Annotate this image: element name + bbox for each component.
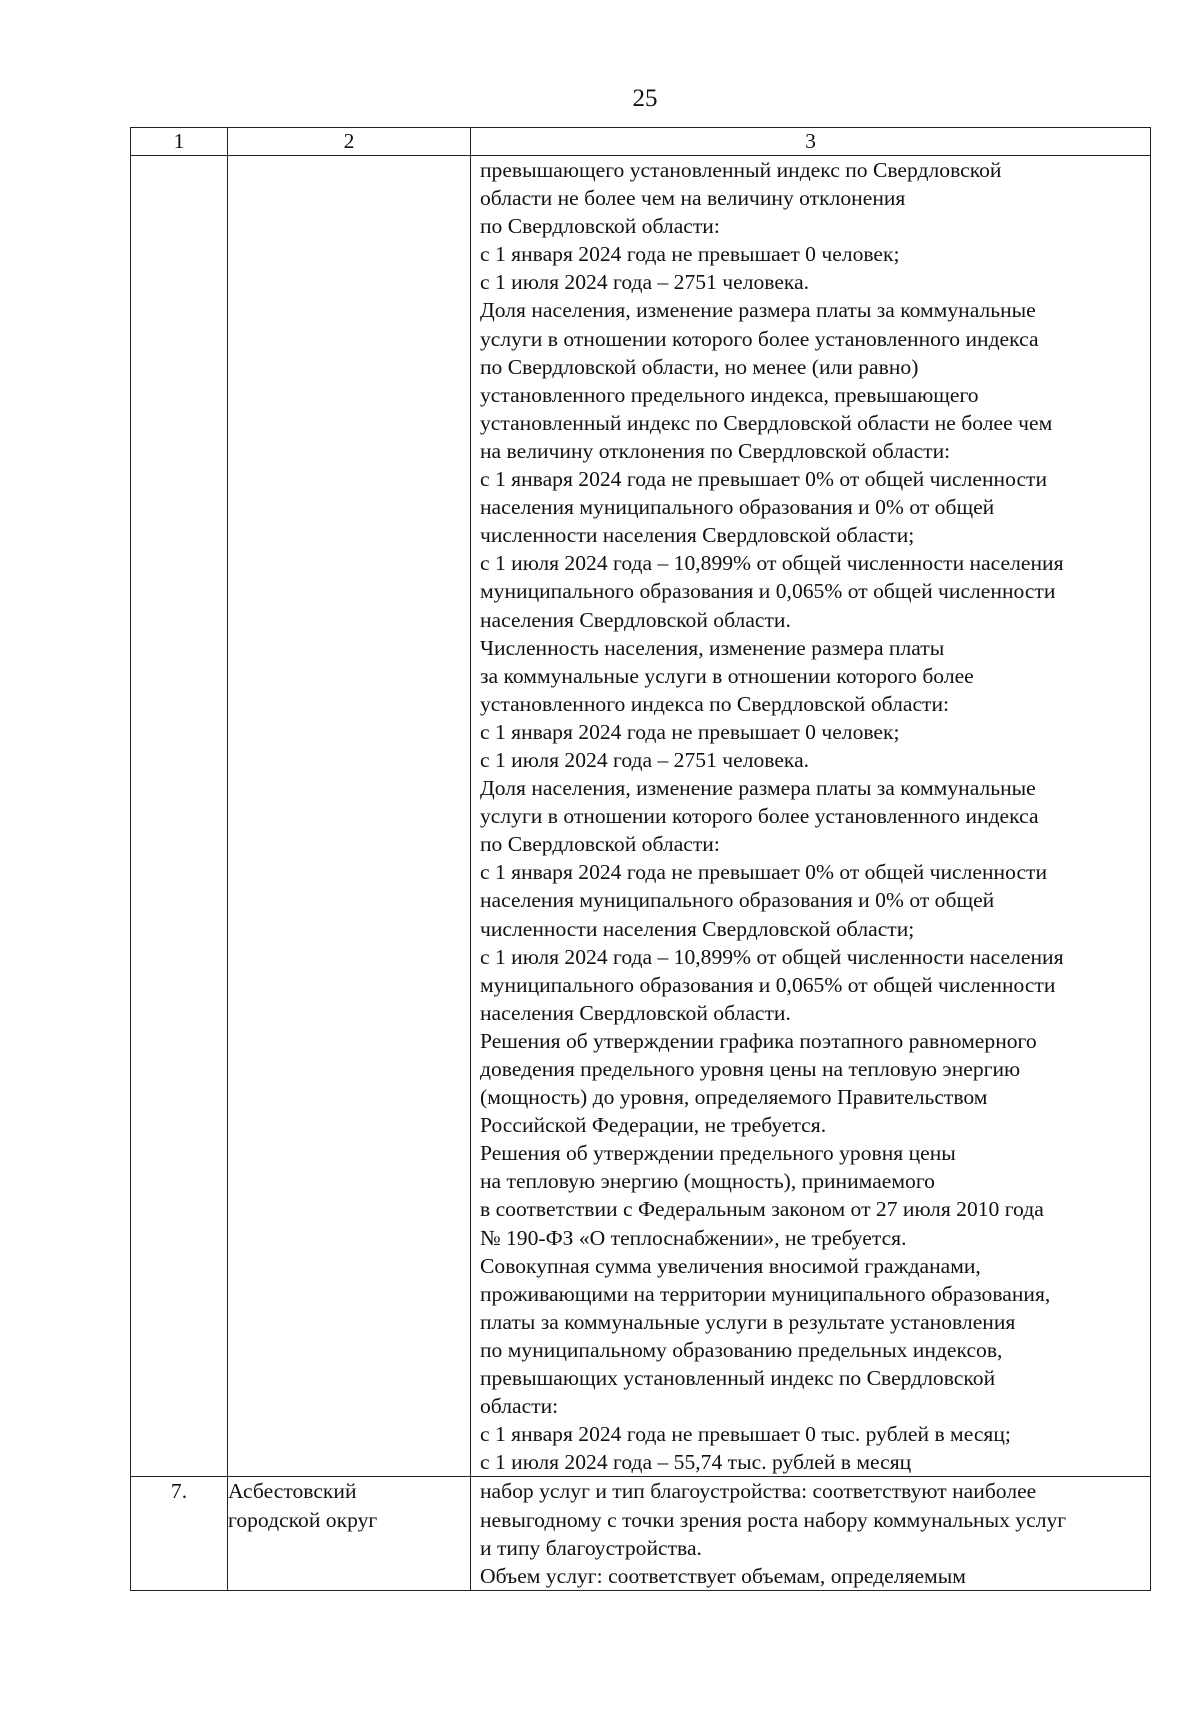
description-text <box>471 1477 1150 1589</box>
text-line: установленный индекс по Свердловской области не более чем <box>480 410 1053 435</box>
text-line: набор услуг и тип благоустройства: соответствуют наиболее <box>480 1479 1037 1504</box>
text-line: муниципального образования и 0,065% от общей численности <box>480 972 1056 997</box>
description-cell <box>471 1477 1151 1590</box>
column-header-2: 2 <box>228 128 471 156</box>
data-table <box>130 127 1151 1591</box>
text-line: № 190-ФЗ «О теплоснабжении», не требуется. <box>480 1225 907 1250</box>
text-line: (мощность) до уровня, определяемого Правительством <box>480 1085 988 1110</box>
text-line: Доля населения, изменение размера платы за коммунальные <box>480 776 1036 801</box>
text-line: услуги в отношении которого более установленного индекса <box>480 804 1039 829</box>
text-line: населения Свердловской области. <box>480 1000 791 1025</box>
text-line: по Свердловской области: <box>480 214 720 239</box>
text-line: населения Свердловской области. <box>480 607 791 632</box>
text-line: с 1 июля 2024 года – 2751 человека. <box>480 747 810 772</box>
text-line: населения муниципального образования и 0% от общей <box>480 495 995 520</box>
text-line: области: <box>480 1394 559 1419</box>
text-line: по Свердловской области, но менее (или равно) <box>480 354 919 379</box>
text-line: с 1 января 2024 года не превышает 0 человек; <box>480 242 900 267</box>
text-line: на величину отклонения по Свердловской области: <box>480 438 951 463</box>
description-text <box>471 156 1150 1476</box>
description-cell <box>471 156 1151 1477</box>
text-line: невыгодному с точки зрения роста набору коммунальных услуг <box>480 1507 1067 1532</box>
text-line: Решения об утверждении предельного уровня цены <box>480 1141 956 1166</box>
text-line: доведения предельного уровня цены на тепловую энергию <box>480 1057 1021 1081</box>
municipality-cell <box>228 156 471 1477</box>
text-line: Решения об утверждении графика поэтапного равномерного <box>480 1028 1037 1053</box>
text-line: муниципального образования и 0,065% от общей численности <box>480 579 1056 604</box>
municipality-line: Асбестовский <box>228 1479 357 1504</box>
text-line: с 1 января 2024 года не превышает 0% от общей численности <box>480 860 1048 885</box>
column-header-3: 3 <box>471 128 1151 156</box>
text-line: на тепловую энергию (мощность), принимаемого <box>480 1169 935 1194</box>
municipality-cell <box>228 1477 471 1590</box>
text-line: с 1 января 2024 года не превышает 0 человек; <box>480 719 900 744</box>
table-row <box>131 1477 1151 1590</box>
row-number-cell <box>131 156 228 1477</box>
text-line: с 1 июля 2024 года – 10,899% от общей численности населения <box>480 944 1064 969</box>
text-line: численности населения Свердловской области; <box>480 916 915 941</box>
row-number-cell: 7. <box>131 1477 228 1590</box>
table-row <box>131 156 1151 1477</box>
column-header-1: 1 <box>131 128 228 156</box>
text-line: по Свердловской области: <box>480 832 720 857</box>
text-line: области не более чем на величину отклонения <box>480 186 906 211</box>
text-line: превышающих установленный индекс по Свердловской <box>480 1366 996 1391</box>
text-line: Российской Федерации, не требуется. <box>480 1113 827 1138</box>
text-line: установленного индекса по Свердловской области: <box>480 691 950 716</box>
text-line: с 1 июля 2024 года – 55,74 тыс. рублей в месяц <box>480 1450 912 1475</box>
text-line: установленного предельного индекса, превышающего <box>480 382 979 407</box>
text-line: проживающими на территории муниципального образования, <box>480 1281 1051 1306</box>
text-line: с 1 июля 2024 года – 2751 человека. <box>480 270 810 295</box>
text-line: услуги в отношении которого более установленного индекса <box>480 326 1039 351</box>
text-line: с 1 июля 2024 года – 10,899% от общей численности населения <box>480 551 1064 576</box>
text-line: превышающего установленный индекс по Свердловской <box>480 158 1002 182</box>
text-line: Численность населения, изменение размера платы <box>480 635 945 660</box>
table-body <box>131 156 1151 1591</box>
municipality-line: городской округ <box>228 1507 378 1532</box>
text-line: платы за коммунальные услуги в результате установления <box>480 1309 1016 1334</box>
text-line: Совокупная сумма увеличения вносимой гражданами, <box>480 1253 981 1278</box>
table-header <box>131 128 1151 156</box>
text-line: Доля населения, изменение размера платы за коммунальные <box>480 298 1036 323</box>
page-number: 25 <box>632 85 658 112</box>
text-line: с 1 января 2024 года не превышает 0 тыс. рублей в месяц; <box>480 1422 1011 1447</box>
header-row <box>131 128 1151 156</box>
text-line: численности населения Свердловской области; <box>480 523 915 548</box>
text-line: с 1 января 2024 года не превышает 0% от общей численности <box>480 467 1048 492</box>
text-line: населения муниципального образования и 0% от общей <box>480 888 995 913</box>
text-line: Объем услуг: соответствует объемам, определяемым <box>480 1563 966 1588</box>
text-line: и типу благоустройства. <box>480 1535 702 1560</box>
text-line: по муниципальному образованию предельных индексов, <box>480 1337 1003 1362</box>
text-line: в соответствии с Федеральным законом от 27 июля 2010 года <box>480 1197 1044 1222</box>
text-line: за коммунальные услуги в отношении которого более <box>480 663 974 688</box>
